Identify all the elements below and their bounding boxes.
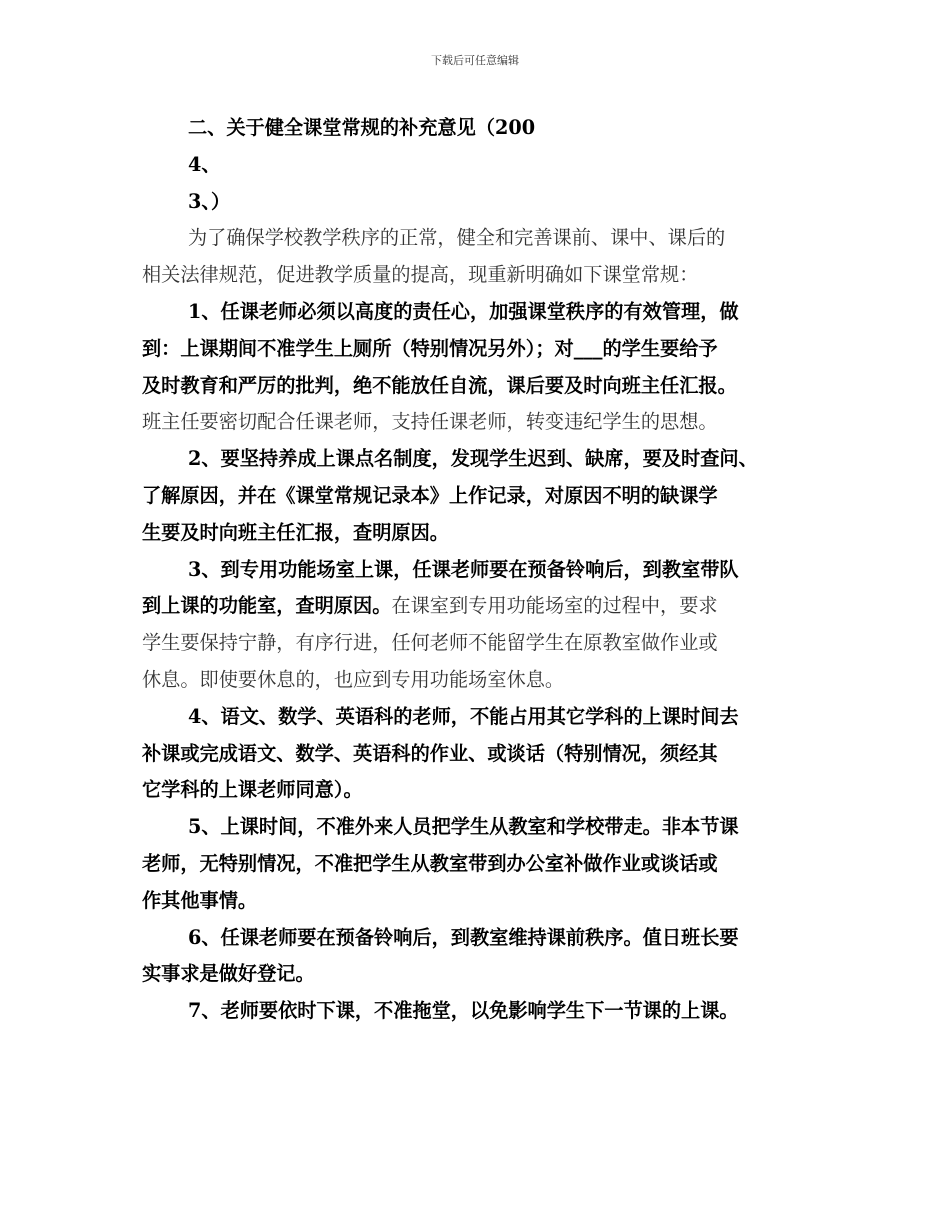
- item-4-line-1: 4、语文、数学、英语科的老师，不能占用其它学科的上课时间去: [188, 704, 739, 728]
- item-5-line-2: 老师，无特别情况，不准把学生从教室带到办公室补做作业或谈话或: [142, 851, 718, 875]
- item-1-line-1: 1、任课老师必须以高度的责任心，加强课堂秩序的有效管理，做: [188, 299, 739, 323]
- item-6-line-2: 实事求是做好登记。: [142, 962, 315, 986]
- intro-line-1: 为了确保学校教学秩序的正常，健全和完善课前、课中、课后的: [188, 226, 726, 250]
- item-5-line-3: 作其他事情。: [142, 888, 258, 912]
- document-title-line-2: 4、: [188, 152, 221, 176]
- item-4-line-3: 它学科的上课老师同意）。: [142, 778, 363, 802]
- item-3-line-2-bold: 到上课的功能室，查明原因。: [142, 594, 392, 618]
- item-1-line-3: 及时教育和严厉的批判，绝不能放任自流，课后要及时向班主任汇报。: [142, 373, 737, 397]
- item-7-line-1: 7、老师要依时下课，不准拖堂，以免影响学生下一节课的上课。: [188, 999, 739, 1023]
- document-title-line-1: 二、关于健全课堂常规的补充意见（200: [188, 116, 536, 139]
- item-3-line-4: 休息。即使要休息的，也应到专用功能场室休息。: [142, 667, 565, 691]
- item-1-line-2: 到：上课期间不准学生上厕所（特别情况另外）；对___的学生要给予: [142, 336, 718, 360]
- item-3-line-2: [142, 588, 814, 625]
- item-3-line-2-normal: 在课室到专用功能场室的过程中，要求: [391, 594, 718, 618]
- item-2-line-1: 2、要坚持养成上课点名制度，发现学生迟到、缺席，要及时查问、: [188, 447, 758, 471]
- item-5-line-1: 5、上课时间，不准外来人员把学生从教室和学校带走。非本节课: [188, 815, 739, 839]
- document-title-line-3: 3、）: [188, 189, 231, 213]
- page-header-note: 下载后可任意编辑: [431, 54, 519, 67]
- document-body: [142, 110, 814, 1030]
- item-3-line-3: 学生要保持宁静，有序行进，任何老师不能留学生在原教室做作业或: [142, 631, 718, 655]
- item-2-line-3: 生要及时向班主任汇报，查明原因。: [142, 520, 449, 544]
- item-4-line-2: 补课或完成语文、数学、英语科的作业、或谈话（特别情况，须经其: [142, 741, 718, 765]
- item-3-line-1: 3、到专用功能场室上课，任课老师要在预备铃响后，到教室带队: [188, 557, 739, 581]
- intro-line-2: 相关法律规范，促进教学质量的提高，现重新明确如下课堂常规：: [142, 263, 699, 287]
- item-1-line-4: 班主任要密切配合任课老师，支持任课老师，转变违纪学生的思想。: [142, 410, 718, 434]
- item-6-line-1: 6、任课老师要在预备铃响后，到教室维持课前秩序。值日班长要: [188, 925, 739, 949]
- item-2-line-2: 了解原因，并在《课堂常规记录本》上作记录，对原因不明的缺课学: [142, 483, 718, 507]
